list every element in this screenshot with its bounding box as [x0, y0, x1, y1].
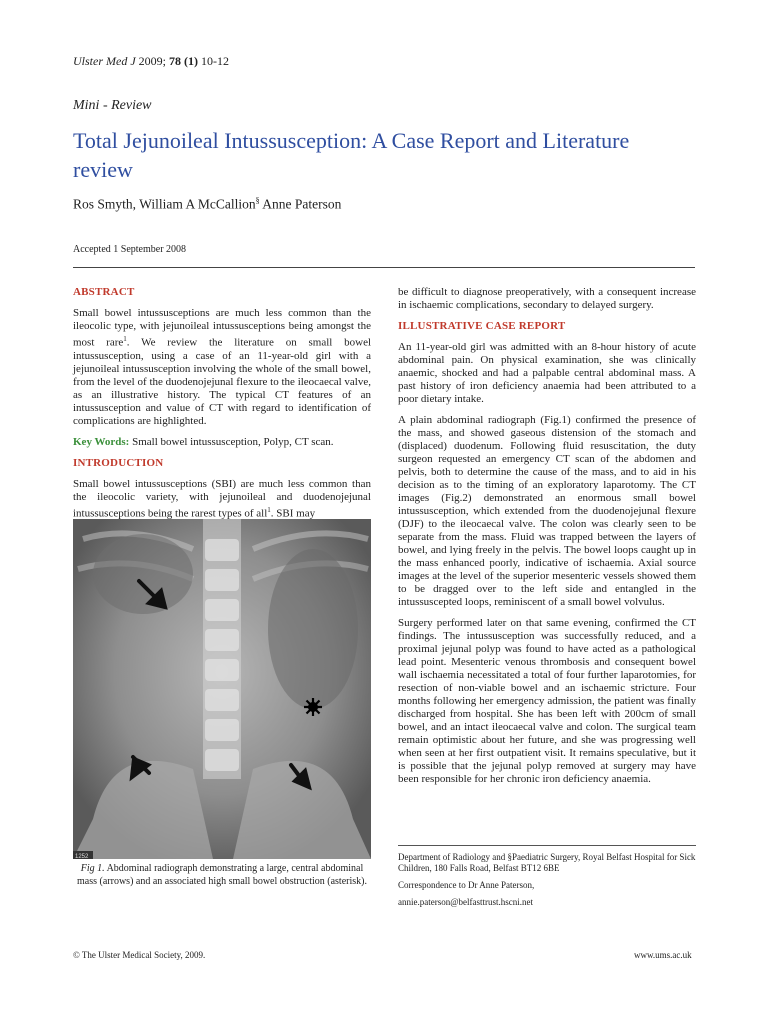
figure-caption	[73, 863, 371, 888]
abstract-heading: ABSTRACT	[73, 286, 135, 298]
affiliation-block	[398, 852, 696, 914]
keywords-label: Key Words:	[73, 435, 130, 448]
introduction-text	[73, 478, 371, 521]
intro-ref: 1	[267, 505, 271, 514]
case-paragraph-3: Surgery performed later on that same evening, confirmed the CT findings. The intussusception was successfully reduced, and a proximal jejunal polyp was found to have acted as a pathological lead point. Mesenteric venous thrombosis and consequent bowel wall ischaemia necessitated a total of four further laparotomies, for resection of non-viable bowel and an ischaemic stricture. Four months following her emergency admission, the patient was finally discharged from hospital. She has been left with 200cm of small bowel, and an intact ileocaecal valve and colon. The surgical team remain optimistic about her future, and she was progressing well when seen at her first outpatient visit. It remains speculative, but it is possible that the jejunal polyp removed at surgery may have been responsible for her chronic iron deficiency anaemia.	[398, 617, 696, 785]
keywords	[73, 436, 371, 449]
case-paragraph-1: An 11-year-old girl was admitted with an 8-hour history of acute abdominal pain. On physical examination, she was clinically anaemic, shocked and had a palpable central abdominal mass. A past history of iron deficiency anaemia had been attributed to a poor dietary intake.	[398, 341, 696, 405]
article-title: Total Jejunoileal Intussusception: A Case Report and Literature review	[73, 128, 630, 182]
abstract-text-b: . We review the literature on small bowel intussusception, using a case of an 11-year-old girl with a jejunoileal intussusception involving the whole of the small bowel, from the level of the duodenojejunal flexure to the ileocaecal valve, as an illustrative history. The typical CT features of an intussusception and value of CT with regard to identification of complications are highlighted.	[73, 336, 372, 427]
obstruction-asterisk	[304, 698, 322, 716]
abstract-text	[73, 307, 371, 428]
accepted-date: Accepted 1 September 2008	[73, 244, 187, 255]
case-paragraph-2: A plain abdominal radiograph (Fig.1) confirmed the presence of the mass, and showed gaseous distension of the stomach and (displaced) duodenum. Following fluid resuscitation, the duty surgeon requested an emergency CT scan of the abdomen and pelvis, both to determine the cause of the mass, and to aid in his decision as to the timing of an exploratory laparotomy. The CT images (Fig.2) demonstrated an enormous small bowel intussusception, which extended from the duodenojejunal flexure (DJF) to the ileocaecal valve. The colon was clearly seen to be separate from the mass. Fluid was trapped between the layers of bowel, and lying freely in the pelvis. The bowel loops caught up in the mass enhanced poorly, indicative of ischaemia. Axial source images at the level of the superior mesenteric vessels showed them to be dragged over to the left side and entangled in the intussuscepted loops, reminiscent of a small bowel volvulus.	[398, 414, 696, 608]
affiliation-dept: Department of Radiology and §Paediatric Surgery, Royal Belfast Hospital for Sick Children, 180 Falls Road, Belfast BT12 6BE	[398, 852, 696, 873]
journal-name: Ulster Med J	[73, 54, 136, 68]
correspondence-email[interactable]: annie.paterson@belfasttrust.hscni.net	[398, 897, 533, 907]
radiograph-image	[73, 519, 371, 859]
intro-text-a: Small bowel intussusceptions (SBI) are much less common than the ileocolic variety, with jejunoileal and duodenojejunal intussusceptions being the rarest types of all	[73, 477, 371, 520]
radiograph-marker: 1252	[75, 854, 89, 859]
abstract-ref: 1	[123, 335, 127, 343]
intro-text-b: . SBI may	[270, 507, 316, 520]
journal-citation	[73, 54, 229, 69]
journal-year: 2009;	[135, 54, 169, 68]
left-column	[73, 286, 371, 528]
keywords-text: Small bowel intussusception, Polyp, CT scan.	[129, 435, 334, 448]
abdominal-radiograph-figure	[73, 519, 371, 859]
right-column	[398, 286, 696, 794]
author-list	[73, 196, 341, 213]
author-affiliation-mark: §	[255, 196, 260, 205]
case-report-heading: ILLUSTRATIVE CASE REPORT	[398, 320, 566, 332]
authors-second: Anne Paterson	[259, 196, 342, 212]
copyright-notice: © The Ulster Medical Society, 2009.	[73, 950, 206, 960]
authors-first: Ros Smyth, William A McCallion	[73, 196, 256, 212]
journal-volume: 78 (1)	[169, 54, 198, 68]
society-url[interactable]: www.ums.ac.uk	[634, 950, 692, 960]
continuation-text: be difficult to diagnose preoperatively, with a consequent increase in ischaemic complications, secondary to delayed surgery.	[398, 286, 696, 311]
header-divider	[73, 267, 695, 268]
figure-label: Fig 1.	[80, 863, 105, 874]
figure-caption-text: Abdominal radiograph demonstrating a large, central abdominal mass (arrows) and an associated high small bowel obstruction (asterisk).	[77, 863, 367, 887]
introduction-heading: INTRODUCTION	[73, 456, 164, 469]
correspondence: Correspondence to Dr Anne Paterson,	[398, 880, 535, 890]
affiliation-divider	[398, 845, 696, 846]
abstract-text-a: Small bowel intussusceptions are much less common than the ileocolic type, with jejunoileal intussusceptions being amongst the most rare	[73, 307, 371, 349]
journal-pages: 10-12	[198, 54, 229, 68]
article-type: Mini - Review	[73, 98, 152, 113]
